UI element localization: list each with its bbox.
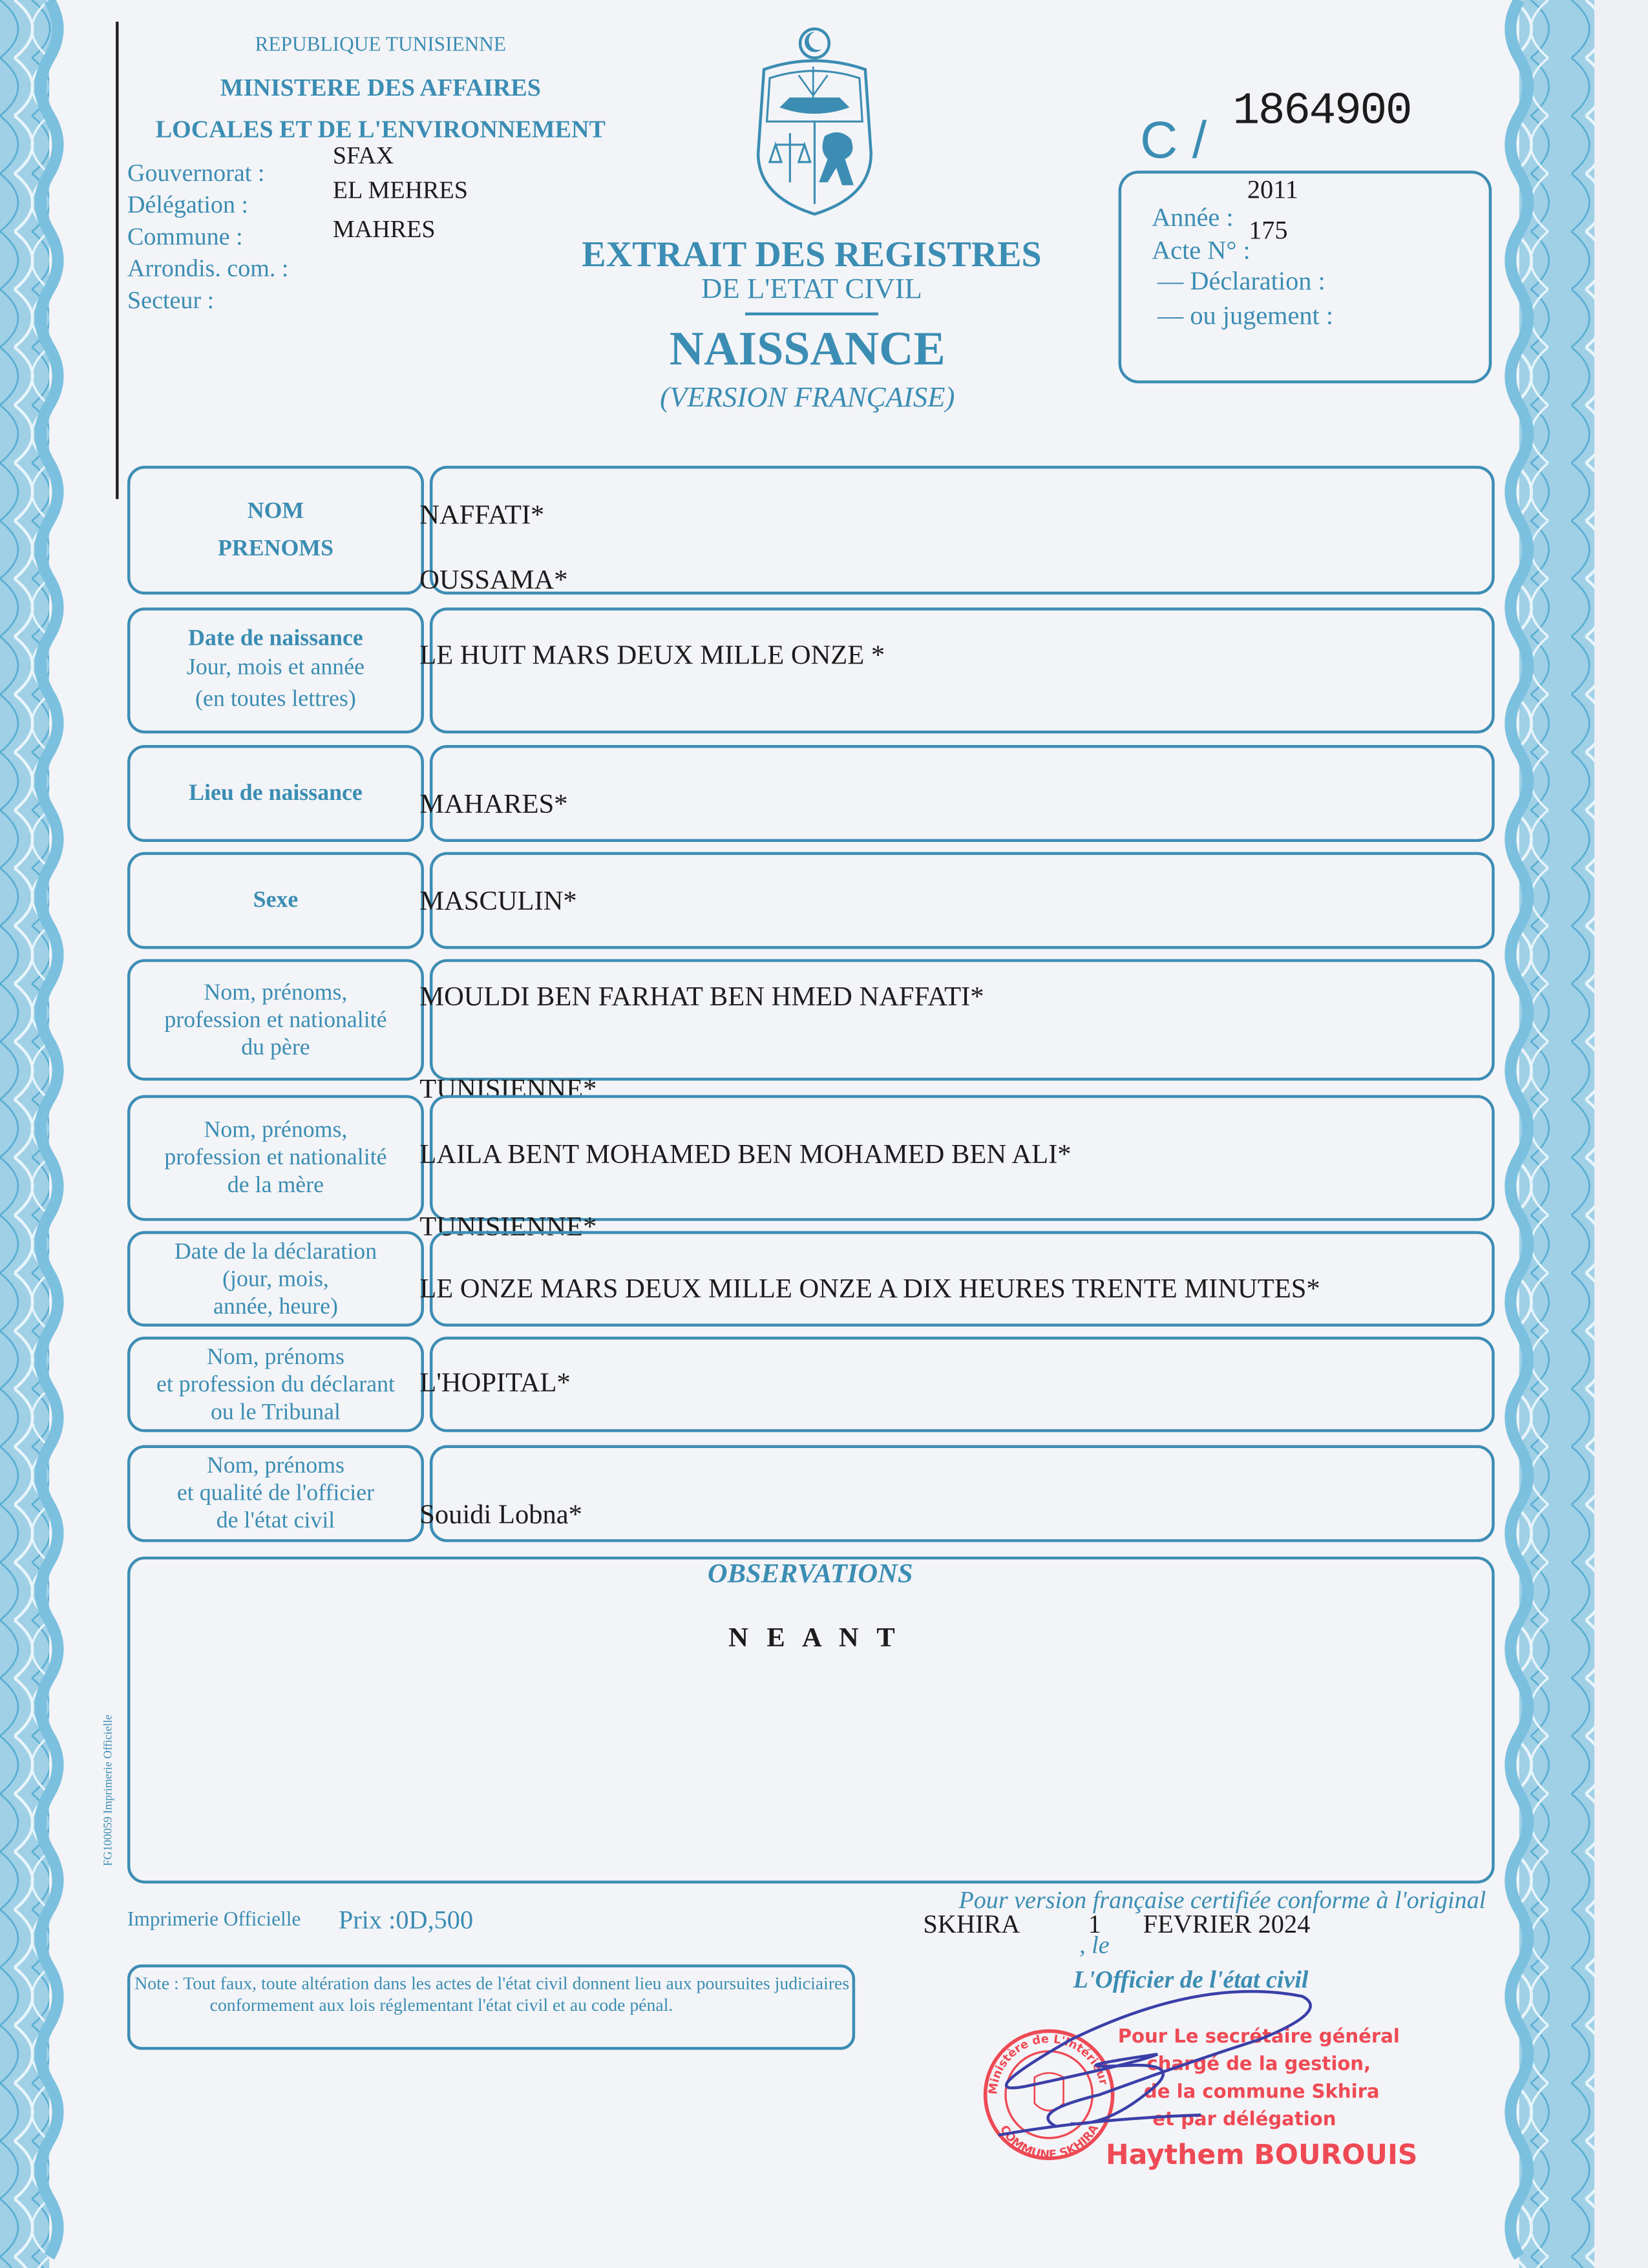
scan-margin bbox=[1594, 0, 1648, 2268]
title-underline bbox=[745, 313, 878, 315]
row-label-text: Nom, prénoms, profession et nationalité du père bbox=[164, 980, 387, 1060]
row-value: MAHARES* bbox=[419, 790, 568, 821]
title-line1: EXTRAIT DES REGISTRES bbox=[582, 235, 1042, 275]
row-value: TUNISIENNE* bbox=[419, 1212, 597, 1243]
row-label bbox=[127, 959, 424, 1080]
stamp-officer-name: Haythem BOUROUIS bbox=[1106, 2139, 1418, 2172]
row-label bbox=[127, 1445, 424, 1542]
value-cell bbox=[430, 959, 1495, 1080]
observations-title: OBSERVATIONS bbox=[707, 1559, 913, 1590]
row-value: LAILA BENT MOHAMED BEN MOHAMED BEN ALI* bbox=[419, 1140, 1072, 1171]
value-cell bbox=[430, 745, 1495, 842]
serial-prefix: C / bbox=[1140, 110, 1207, 169]
acte-number-label: Acte N° : bbox=[1152, 235, 1251, 265]
row-label-text: Nom, prénoms et qualité de l'officier de l'état civil bbox=[176, 1453, 375, 1534]
row-value: Souidi Lobna* bbox=[419, 1500, 582, 1531]
value-cell bbox=[430, 1445, 1495, 1542]
row-label-text: Date de naissance bbox=[188, 626, 363, 651]
arrondissement-label: Arrondis. com. : bbox=[127, 255, 289, 282]
row-label bbox=[127, 1231, 424, 1327]
document-type-title: NAISSANCE bbox=[669, 324, 945, 377]
serial-number: 1864900 bbox=[1232, 87, 1411, 138]
row-label bbox=[127, 466, 424, 594]
delegation-value: EL MEHRES bbox=[332, 176, 468, 204]
row-label bbox=[127, 1095, 424, 1221]
delegation-label: Délégation : bbox=[127, 191, 249, 219]
value-cell bbox=[430, 852, 1495, 949]
stamp-line-4: et par délégation bbox=[1152, 2109, 1336, 2131]
row-value: MOULDI BEN FARHAT BEN HMED NAFFATI* bbox=[419, 982, 984, 1013]
handwritten-signature bbox=[969, 1982, 1346, 2156]
row-label bbox=[127, 852, 424, 949]
row-value: OUSSAMA* bbox=[419, 565, 568, 596]
row-value: NAFFATI* bbox=[419, 500, 545, 531]
row-label-text: Date de la déclaration (jour, mois, année, heure) bbox=[174, 1239, 377, 1319]
republic-label: REPUBLIQUE TUNISIENNE bbox=[255, 34, 507, 57]
stamp-line-3: de la commune Skhira bbox=[1143, 2081, 1380, 2104]
certified-statement: Pour version française certifiée conforme à l'original bbox=[958, 1886, 1486, 1914]
jugement-label: — ou jugement : bbox=[1157, 300, 1334, 330]
observations-value: N E A N T bbox=[728, 1622, 901, 1654]
annee-value: 2011 bbox=[1247, 174, 1298, 204]
ministry-line1: MINISTERE DES AFFAIRES bbox=[220, 74, 541, 101]
left-guilloche-border bbox=[0, 0, 72, 2268]
stamp-line-2: chargé de la gestion, bbox=[1146, 2054, 1371, 2076]
ministry-line2: LOCALES ET DE L'ENVIRONNEMENT bbox=[155, 116, 606, 143]
right-guilloche-border bbox=[1499, 0, 1594, 2268]
gouvernorat-label: Gouvernorat : bbox=[127, 159, 265, 187]
officer-title: L'Officier de l'état civil bbox=[1073, 1966, 1309, 1994]
row-label-text: Nom, prénoms et profession du déclarant ou le Tribunal bbox=[156, 1344, 395, 1425]
row-label-text: Lieu de naissance bbox=[189, 781, 363, 806]
version-label: (VERSION FRANÇAISE) bbox=[660, 382, 955, 414]
row-label bbox=[127, 607, 424, 733]
row-label bbox=[127, 745, 424, 842]
row-value: MASCULIN* bbox=[419, 887, 577, 918]
row-sublabel: Jour, mois et année (en toutes lettres) bbox=[186, 655, 365, 712]
stamp-line-1: Pour Le secrétaire général bbox=[1117, 2026, 1400, 2049]
row-label bbox=[127, 1337, 424, 1433]
issue-day: 1 bbox=[1088, 1909, 1101, 1938]
gouvernorat-value: SFAX bbox=[332, 142, 394, 169]
commune-value: MAHRES bbox=[332, 215, 436, 244]
value-cell bbox=[430, 1337, 1495, 1433]
tunisia-coat-of-arms-icon bbox=[750, 23, 880, 218]
issue-place: SKHIRA bbox=[923, 1909, 1020, 1938]
title-line2: DE L'ETAT CIVIL bbox=[701, 273, 922, 306]
price-label: Prix :0D,500 bbox=[338, 1905, 474, 1935]
printer-label: Imprimerie Officielle bbox=[127, 1909, 301, 1931]
legal-note: Note : Tout faux, toute altération dans les actes de l'état civil donnent lieu aux poursuites judiciaires conformement aux lois réglementant l'état civil et au code pénal. bbox=[134, 1973, 850, 2015]
row-value: LE ONZE MARS DEUX MILLE ONZE A DIX HEURES TRENTE MINUTES* bbox=[419, 1274, 1320, 1305]
svg-text:COMMUNE SKHIRA: COMMUNE SKHIRA bbox=[997, 2122, 1102, 2162]
row-value: LE HUIT MARS DEUX MILLE ONZE * bbox=[419, 640, 885, 671]
issue-le: , le bbox=[1079, 1931, 1110, 1959]
annee-label: Année : bbox=[1152, 202, 1234, 232]
value-cell bbox=[430, 466, 1495, 594]
row-value: L'HOPITAL* bbox=[419, 1368, 571, 1399]
row-label-text: NOM PRENOMS bbox=[217, 498, 334, 561]
row-label-text: Sexe bbox=[253, 888, 299, 913]
issue-date: FEVRIER 2024 bbox=[1143, 1909, 1311, 1938]
side-print-code: FG100059 Imprimerie Officielle bbox=[101, 1714, 114, 1867]
secteur-label: Secteur : bbox=[127, 286, 215, 314]
svg-text:Ministère de L'Intérieur: Ministère de L'Intérieur bbox=[986, 2032, 1111, 2095]
row-value: TUNISIENNE* bbox=[419, 1075, 597, 1106]
commune-label: Commune : bbox=[127, 222, 243, 251]
acte-number-value: 175 bbox=[1249, 215, 1288, 245]
declaration-label: — Déclaration : bbox=[1157, 266, 1326, 295]
margin-rule bbox=[116, 22, 118, 499]
row-label-text: Nom, prénoms, profession et nationalité de la mère bbox=[164, 1118, 387, 1198]
observations-box bbox=[127, 1557, 1495, 1884]
